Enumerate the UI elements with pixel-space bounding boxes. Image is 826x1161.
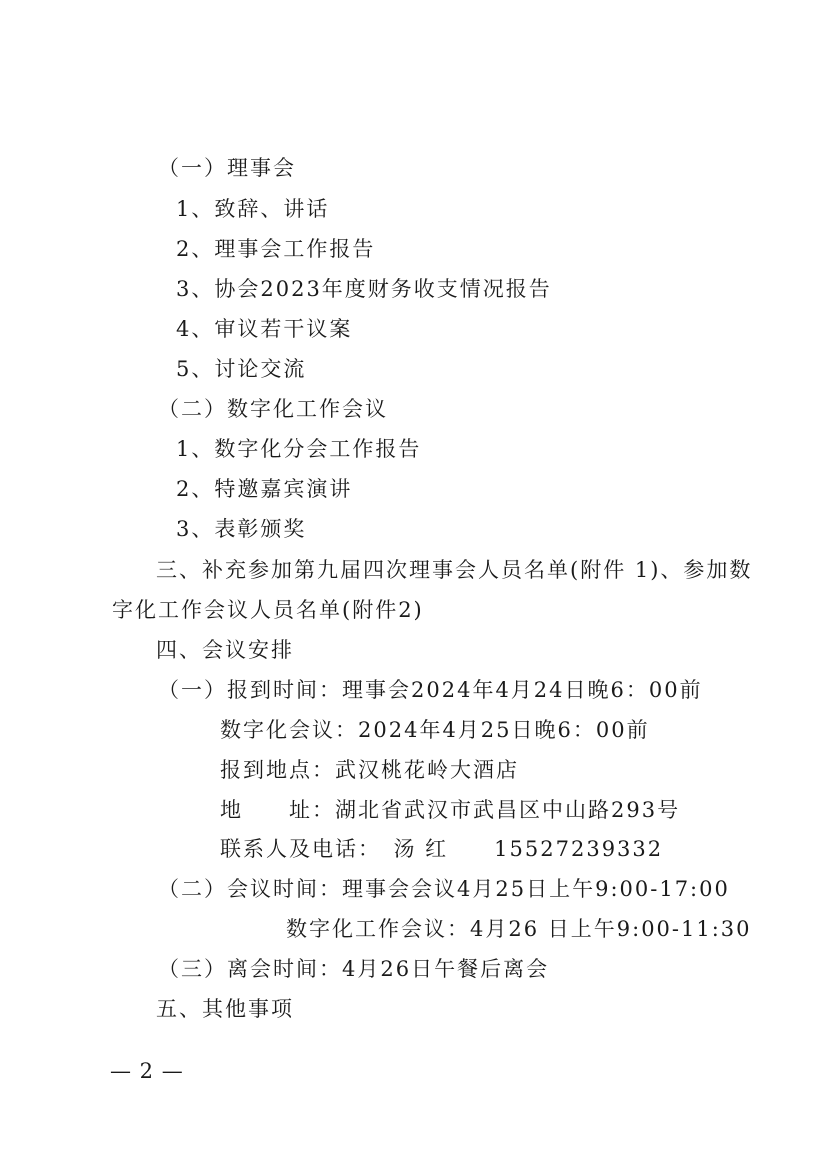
agenda-item-awards: 3、表彰颁奖 — [176, 517, 307, 541]
page-number: — 2 — — [110, 1059, 184, 1083]
agenda-item-guest-speech: 2、特邀嘉宾演讲 — [176, 477, 353, 501]
section-three-paragraph-line1: 三、补充参加第九届四次理事会人员名单(附件 1)、参加数 — [156, 558, 753, 582]
section-three-paragraph-line2: 字化工作会议人员名单(附件2) — [112, 598, 424, 622]
agenda-item-motions: 4、审议若干议案 — [176, 317, 353, 341]
agenda-item-council-report: 2、理事会工作报告 — [176, 237, 376, 261]
meeting-time-council: （二）会议时间：理事会会议4月25日上午9:00-17:00 — [158, 877, 730, 901]
registration-time-digital: 数字化会议：2024年4月25日晚6：00前 — [220, 718, 650, 742]
departure-time: （三）离会时间：4月26日午餐后离会 — [158, 957, 550, 981]
registration-time-council: （一）报到时间：理事会2024年4月24日晚6：00前 — [158, 678, 703, 702]
registration-address: 地 址：湖北省武汉市武昌区中山路293号 — [220, 798, 681, 822]
contact-info: 联系人及电话： 汤 红 15527239332 — [220, 837, 664, 861]
registration-location: 报到地点：武汉桃花岭大酒店 — [220, 758, 519, 782]
section-five-heading: 五、其他事项 — [156, 997, 294, 1021]
section-council-heading: （一）理事会 — [158, 156, 296, 180]
meeting-time-digital: 数字化工作会议：4月26 日上午9:00-11:30 — [286, 917, 752, 941]
agenda-item-speech: 1、致辞、讲话 — [176, 197, 330, 221]
section-four-heading: 四、会议安排 — [156, 638, 294, 662]
agenda-item-discussion: 5、讨论交流 — [176, 357, 307, 381]
agenda-item-finance-report: 3、协会2023年度财务收支情况报告 — [176, 277, 552, 301]
section-digital-heading: （二）数字化工作会议 — [158, 397, 388, 421]
agenda-item-digital-report: 1、数字化分会工作报告 — [176, 437, 422, 461]
